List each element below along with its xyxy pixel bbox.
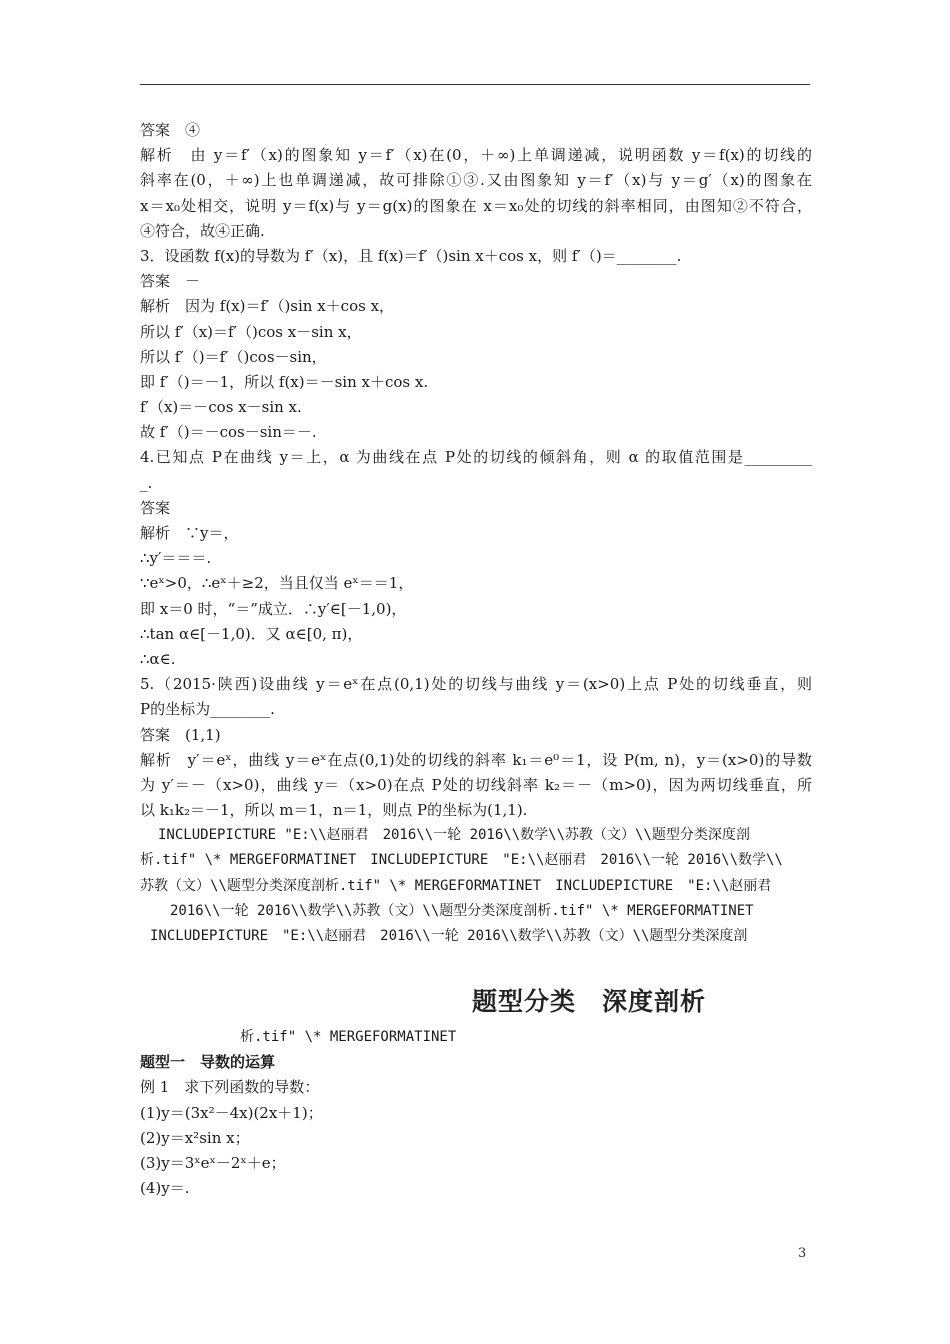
analysis-line: ∴tan α∈[－1,0)．又 α∈[0, π)， [140,624,363,643]
solution-text [140,118,812,949]
analysis-line: f′（x)＝－cos x－sin x. [140,398,302,417]
analysis-line: 解析 由 y＝f′（x)的图象知 y＝f′（x)在(0，＋∞)上单调递减，说明函数 y＝f(x)的切线的 [140,146,812,165]
example-item: (1)y＝(3x²－4x)(2x＋1)； [140,1103,323,1122]
analysis-line: 所以 f′（x)＝f′（)cos x－sin x， [140,322,362,341]
analysis-line: ∴y′＝＝＝. [140,549,212,568]
answer-line: 答案 ④ [140,121,201,139]
analysis-line: 为 y′＝－（x>0)，曲线 y＝（x>0)在点 P处的切线斜率 k₂＝－（m>0)，因为两切线垂直，所 [140,775,812,794]
header-rule [140,84,810,85]
example-item: (4)y＝. [140,1179,190,1198]
analysis-line: x＝x₀处相交，说明 y＝f(x)与 y＝g(x)的图象在 x＝x₀处的切线的斜率相同，由图知②不符合， [140,196,812,215]
analysis-line: 故 f′（)＝－cos－sin＝－. [140,423,317,442]
analysis-line: 斜率在(0，＋∞)上也单调递减，故可排除①③.又由图象知 y＝f′（x)与 y＝g′（x)的图象在 [140,171,812,190]
answer-line: 答案 (1,1) [140,725,221,744]
lower-section [140,1025,812,1201]
problem-5: 5.（2015·陕西)设曲线 y＝eˣ在点(0,1)处的切线与曲线 y＝(x>0)上点 P处的切线垂直，则 [140,675,812,694]
problem-3: 3．设函数 f(x)的导数为 f′（x)，且 f(x)＝f′（)sin x＋cos x，则 f′（)＝________. [140,246,682,265]
topic-title: 题型一 导数的运算 [140,1053,276,1072]
example-item: (2)y＝x²sin x； [140,1128,250,1147]
problem-5-continued: P的坐标为________. [140,700,275,719]
example-item: (3)y＝3ˣeˣ－2ˣ＋e； [140,1153,286,1172]
analysis-line: 以 k₁k₂＝－1，所以 m＝1，n＝1，则点 P的坐标为(1,1). [140,801,528,820]
analysis-line: ∴α∈. [140,649,176,668]
answer-line: 答案 [140,498,171,517]
answer-line: 答案 － [140,272,201,291]
analysis-line: ∵eˣ>0，∴eˣ＋≥2，当且仅当 eˣ＝＝1， [140,574,414,593]
analysis-line: 解析 因为 f(x)＝f′（)sin x＋cos x， [140,297,395,316]
field-code-line: 2016\\一轮 2016\\数学\\苏教（文）\\题型分类深度剖析.tif" \* MERGEFORMATINET [170,902,754,919]
analysis-line: 即 f′（)＝－1，所以 f(x)＝－sin x＋cos x. [140,372,429,391]
field-code-line: 析.tif" \* MERGEFORMATINET [240,1029,457,1045]
field-code-line: 苏教（文）\\题型分类深度剖析.tif" \* MERGEFORMATINET INCLUDEPICTURE "E:\\赵丽君 [140,877,772,894]
analysis-line: 即 x＝0 时，“＝”成立．∴y′∈[－1,0)， [140,599,407,618]
field-code-line: INCLUDEPICTURE "E:\\赵丽君 2016\\一轮 2016\\数学\\苏教（文）\\题型分类深度剖 [158,827,750,844]
analysis-line: 解析 y′＝eˣ，曲线 y＝eˣ在点(0,1)处的切线的斜率 k₁＝e⁰＝1，设 P(m, n)，y＝(x>0)的导数 [140,750,812,769]
section-heading: 题型分类 深度剖析 [472,987,707,1016]
problem-4: 4.已知点 P在曲线 y＝上，α 为曲线在点 P处的切线的倾斜角，则 α 的取值范围是_________ [140,448,812,467]
example-intro: 例 1 求下列函数的导数： [140,1078,320,1097]
analysis-line: 解析 ∵y＝， [140,524,239,542]
problem-4-continued: _. [140,473,153,492]
analysis-line: 所以 f′（)＝f′（)cos－sin， [140,347,327,366]
analysis-line: ④符合，故④正确. [140,221,265,240]
page-number: 3 [798,1246,807,1261]
field-code-line: 析.tif" \* MERGEFORMATINET INCLUDEPICTURE "E:\\赵丽君 2016\\一轮 2016\\数学\\ [140,852,783,869]
field-code-line: INCLUDEPICTURE "E:\\赵丽君 2016\\一轮 2016\\数学\\苏教（文）\\题型分类深度剖 [150,928,748,944]
